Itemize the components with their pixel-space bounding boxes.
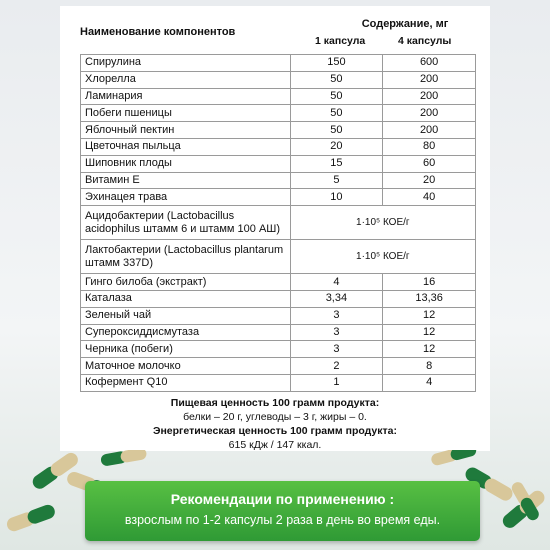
content-4-capsules: 40 <box>383 189 476 206</box>
table-row <box>81 105 476 122</box>
content-1-capsule: 50 <box>290 122 383 139</box>
component-name: Эхинацея трава <box>81 189 291 206</box>
table-row <box>81 122 476 139</box>
table-header <box>60 6 490 50</box>
content-1-capsule: 15 <box>290 155 383 172</box>
content-label: Содержание, мг <box>361 18 449 30</box>
table-row <box>81 341 476 358</box>
col1-label: 1 капсула <box>315 35 366 47</box>
recommendation-text: взрослым по 1-2 капсулы 2 раза в день во время еды. <box>124 513 441 527</box>
col2-label: 4 капсулы <box>398 35 452 47</box>
component-content-merged: 1·10⁵ КОЕ/г <box>290 240 475 274</box>
content-1-capsule: 3 <box>290 307 383 324</box>
content-1-capsule: 150 <box>290 55 383 72</box>
energy-title: Энергетическая ценность 100 грамм продукта: <box>152 425 398 437</box>
table-row <box>81 138 476 155</box>
table-row <box>81 374 476 391</box>
component-name: Хлорелла <box>81 71 291 88</box>
recommendation-title: Рекомендации по применению : <box>170 491 395 507</box>
content-1-capsule: 20 <box>290 138 383 155</box>
component-name: Лактобактерии (Lactobacillus plantarum штамм 337D) <box>81 240 291 274</box>
content-1-capsule: 10 <box>290 189 383 206</box>
table-row <box>81 206 476 240</box>
component-name: Зеленый чай <box>81 307 291 324</box>
content-4-capsules: 12 <box>383 307 476 324</box>
content-1-capsule: 5 <box>290 172 383 189</box>
content-4-capsules: 12 <box>383 324 476 341</box>
content-1-capsule: 50 <box>290 105 383 122</box>
content-1-capsule: 3,34 <box>290 290 383 307</box>
component-name: Каталаза <box>81 290 291 307</box>
component-name: Ламинария <box>81 88 291 105</box>
recommendation-banner <box>85 481 480 541</box>
component-name: Маточное молочко <box>81 358 291 375</box>
table-row <box>81 358 476 375</box>
content-4-capsules: 80 <box>383 138 476 155</box>
content-4-capsules: 16 <box>383 274 476 291</box>
energy-values: 615 кДж / 147 ккал. <box>228 439 322 451</box>
components-label: Наименование компонентов <box>80 26 236 38</box>
content-4-capsules: 60 <box>383 155 476 172</box>
table-row <box>81 55 476 72</box>
content-1-capsule: 2 <box>290 358 383 375</box>
component-name: Шиповник плоды <box>81 155 291 172</box>
component-name: Яблочный пектин <box>81 122 291 139</box>
composition-table <box>80 54 476 392</box>
content-4-capsules: 600 <box>383 55 476 72</box>
content-1-capsule: 4 <box>290 274 383 291</box>
table-row <box>81 155 476 172</box>
content-1-capsule: 3 <box>290 324 383 341</box>
component-name: Кофермент Q10 <box>81 374 291 391</box>
table-row <box>81 189 476 206</box>
component-name: Спирулина <box>81 55 291 72</box>
composition-card <box>60 6 490 451</box>
content-4-capsules: 8 <box>383 358 476 375</box>
component-name: Витамин Е <box>81 172 291 189</box>
component-name: Гинго билоба (экстракт) <box>81 274 291 291</box>
content-1-capsule: 3 <box>290 341 383 358</box>
content-1-capsule: 50 <box>290 71 383 88</box>
table-row <box>81 71 476 88</box>
nutrition-values: белки – 20 г, углеводы – 3 г, жиры – 0. <box>183 411 367 423</box>
table-row <box>81 324 476 341</box>
table-row <box>81 240 476 274</box>
content-4-capsules: 13,36 <box>383 290 476 307</box>
component-name: Черника (побеги) <box>81 341 291 358</box>
table-row <box>81 307 476 324</box>
content-4-capsules: 200 <box>383 105 476 122</box>
table-row <box>81 172 476 189</box>
content-4-capsules: 20 <box>383 172 476 189</box>
content-1-capsule: 50 <box>290 88 383 105</box>
table-row <box>81 274 476 291</box>
component-name: Побеги пшеницы <box>81 105 291 122</box>
component-content-merged: 1·10⁵ КОЕ/г <box>290 206 475 240</box>
nutrition-block <box>60 396 490 452</box>
content-4-capsules: 200 <box>383 88 476 105</box>
table-row <box>81 290 476 307</box>
component-name: Ацидобактерии (Lactobacillus acidophilus штамм 6 и штамм 100 АШ) <box>81 206 291 240</box>
content-4-capsules: 200 <box>383 122 476 139</box>
component-name: Цветочная пыльца <box>81 138 291 155</box>
content-4-capsules: 4 <box>383 374 476 391</box>
content-4-capsules: 12 <box>383 341 476 358</box>
table-row <box>81 88 476 105</box>
component-name: Супероксиддисмутаза <box>81 324 291 341</box>
nutrition-title: Пищевая ценность 100 грамм продукта: <box>170 397 380 409</box>
content-4-capsules: 200 <box>383 71 476 88</box>
content-1-capsule: 1 <box>290 374 383 391</box>
